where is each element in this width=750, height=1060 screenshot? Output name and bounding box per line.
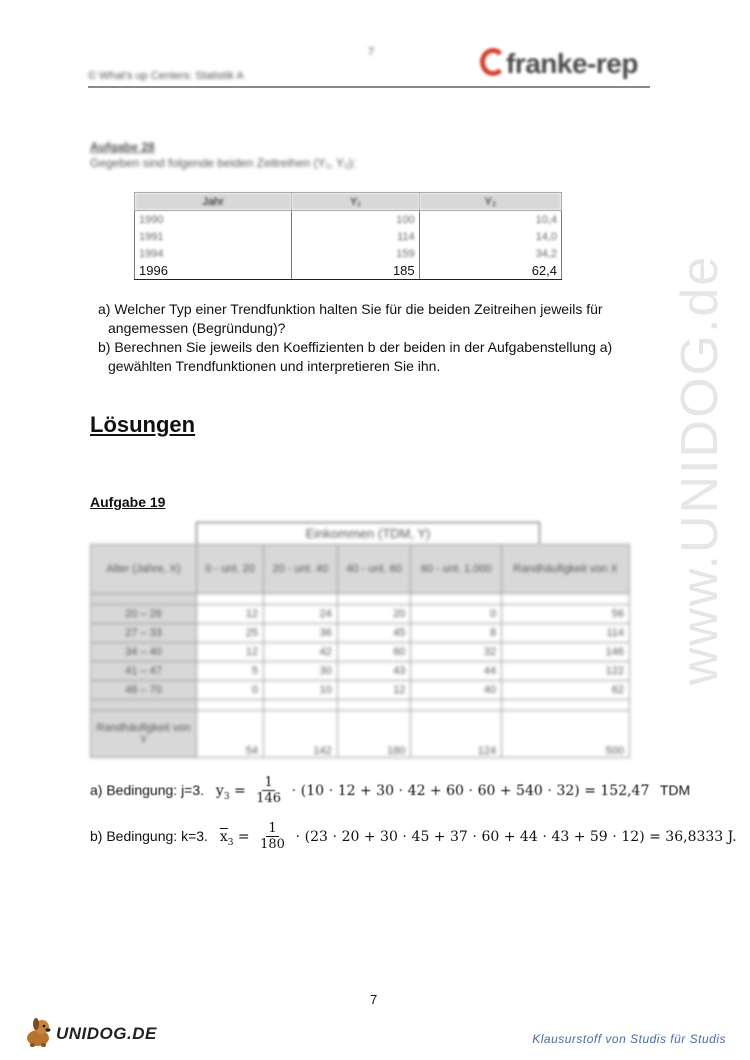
cell: 0 bbox=[411, 605, 502, 624]
solutions-heading: Lösungen bbox=[90, 412, 196, 437]
formula-a-prefix: a) Bedingung: j=3. bbox=[90, 782, 205, 798]
row-header-age: Alter (Jahre, X) bbox=[91, 545, 197, 594]
footer-tagline: Klausurstoff von Studis für Studis bbox=[532, 1032, 726, 1046]
watermark: www.UNIDOG.de bbox=[671, 254, 729, 686]
formula-b-fraction: $\frac{1}{180}$ bbox=[260, 821, 285, 852]
column-header: 0 - unt. 20 bbox=[197, 545, 264, 594]
question-b-line1: b) Berechnen Sie jeweils den Koeffizienten b der beiden in der Aufgabenstellung a) bbox=[98, 339, 613, 355]
unidog-brand-text: UNIDOG.DE bbox=[56, 1024, 157, 1043]
cell: 20 bbox=[337, 605, 411, 624]
table-row bbox=[135, 211, 562, 229]
task28-table bbox=[134, 192, 562, 280]
column-header: Randhäufigkeit von X bbox=[502, 545, 630, 594]
table-row bbox=[91, 681, 630, 700]
column-header: Jahr bbox=[135, 193, 292, 211]
cell-y1: 100 bbox=[292, 211, 419, 229]
task28-intro: Gegeben sind folgende beiden Zeitreihen (Y₁, Y₂): bbox=[90, 156, 356, 170]
table-row bbox=[135, 262, 562, 280]
dog-icon bbox=[24, 1016, 54, 1048]
cell-y2: 10,4 bbox=[419, 211, 561, 229]
cell: 12 bbox=[197, 643, 264, 662]
cell: 32 bbox=[411, 643, 502, 662]
income-super-header: Einkommen (TDM, Y) bbox=[196, 522, 540, 545]
cell: 40 bbox=[411, 681, 502, 700]
age-class: 34 – 40 bbox=[91, 643, 197, 662]
column-header: 20 - unt. 40 bbox=[263, 545, 337, 594]
formula-a-variable: $y_3$ bbox=[215, 783, 230, 802]
cell: 62 bbox=[502, 681, 630, 700]
cell: 500 bbox=[502, 711, 630, 758]
footer-page-number: 7 bbox=[370, 992, 378, 1007]
task19-title: Aufgabe 19 bbox=[90, 494, 166, 510]
column-header: 60 - unt. 1.000 bbox=[411, 545, 502, 594]
cell: 24 bbox=[263, 605, 337, 624]
cell: 5 bbox=[197, 662, 264, 681]
cell: 122 bbox=[502, 662, 630, 681]
table-row bbox=[91, 662, 630, 681]
cell-year: 1990 bbox=[135, 211, 292, 229]
cell: 25 bbox=[197, 624, 264, 643]
header-source-text: © What's up Centers: Statistik A bbox=[88, 70, 244, 82]
task28-questions bbox=[98, 300, 668, 376]
column-header: 40 - unt. 60 bbox=[337, 545, 411, 594]
table-row bbox=[91, 605, 630, 624]
cell: 142 bbox=[263, 711, 337, 758]
formula-b: b) Bedingung: k=3. $\overline{x}_3$ = $\frac{1}{180}$ ⋅ (23 ⋅ 20 + 30 ⋅ 45 + 37 ⋅ 60 + 44 ⋅ 43 + 59 ⋅ 12) = 36,8333 J. bbox=[90, 821, 737, 852]
cell: 36 bbox=[263, 624, 337, 643]
question-a-line2: angemessen (Begründung)? bbox=[108, 320, 286, 336]
cell: 124 bbox=[411, 711, 502, 758]
cell-y1: 159 bbox=[292, 245, 419, 262]
age-class: 20 – 26 bbox=[91, 605, 197, 624]
cell: 43 bbox=[337, 662, 411, 681]
cell: 10 bbox=[263, 681, 337, 700]
cell-year: 1994 bbox=[135, 245, 292, 262]
formula-a-unit: TDM bbox=[659, 782, 691, 798]
cell: 12 bbox=[337, 681, 411, 700]
marginal-y-label: Randhäufigkeit von Y bbox=[91, 711, 197, 758]
column-header: Y₂ bbox=[419, 193, 561, 211]
cell: 30 bbox=[263, 662, 337, 681]
cell: 12 bbox=[197, 605, 264, 624]
cell: 42 bbox=[263, 643, 337, 662]
cell-y1: 185 bbox=[292, 262, 419, 280]
table-row bbox=[91, 624, 630, 643]
unidog-logo bbox=[24, 1014, 164, 1050]
formula-a-expression: ⋅ (10 ⋅ 12 + 30 ⋅ 42 + 60 ⋅ 60 + 540 ⋅ 32) = 152,47 bbox=[291, 783, 650, 799]
table-footer-row bbox=[91, 711, 630, 758]
cell: 180 bbox=[337, 711, 411, 758]
table-row bbox=[91, 643, 630, 662]
cell-y2: 62,4 bbox=[419, 262, 561, 280]
logo-swoosh-icon bbox=[480, 48, 506, 76]
cell-y2: 34,2 bbox=[419, 245, 561, 262]
column-header: Y₁ bbox=[292, 193, 419, 211]
table-row bbox=[135, 245, 562, 262]
formula-a: a) Bedingung: j=3. $y_3$ = $\frac{1}{146}$ ⋅ (10 ⋅ 12 + 30 ⋅ 42 + 60 ⋅ 60 + 540 ⋅ 32) = 152,47 TDM bbox=[90, 775, 691, 806]
franke-rep-logo bbox=[480, 44, 655, 88]
cell: 60 bbox=[337, 643, 411, 662]
age-class: 41 – 47 bbox=[91, 662, 197, 681]
logo-text: franke-rep bbox=[506, 48, 638, 79]
cell-y1: 114 bbox=[292, 228, 419, 245]
task19-table bbox=[90, 544, 630, 758]
age-class: 27 – 33 bbox=[91, 624, 197, 643]
table-row bbox=[135, 228, 562, 245]
cell: 44 bbox=[411, 662, 502, 681]
cell-y2: 14,0 bbox=[419, 228, 561, 245]
cell: 0 bbox=[197, 681, 264, 700]
formula-a-fraction: $\frac{1}{146}$ bbox=[256, 775, 282, 806]
cell: 45 bbox=[337, 624, 411, 643]
cell: 8 bbox=[411, 624, 502, 643]
cell: 146 bbox=[502, 643, 630, 662]
question-b-line2: gewählten Trendfunktionen und interpretieren Sie ihn. bbox=[108, 358, 441, 374]
formula-b-expression: ⋅ (23 ⋅ 20 + 30 ⋅ 45 + 37 ⋅ 60 + 44 ⋅ 43 + 59 ⋅ 12) = 36,8333 J. bbox=[295, 829, 737, 845]
formula-b-prefix: b) Bedingung: k=3. bbox=[90, 828, 208, 844]
cell: 56 bbox=[502, 605, 630, 624]
cell-year: 1996 bbox=[135, 262, 292, 280]
question-a-line1: a) Welcher Typ einer Trendfunktion halten Sie für die beiden Zeitreihen jeweils für bbox=[98, 301, 603, 317]
cell-year: 1991 bbox=[135, 228, 292, 245]
cell: 54 bbox=[197, 711, 264, 758]
cell: 114 bbox=[502, 624, 630, 643]
age-class: 48 – 70 bbox=[91, 681, 197, 700]
formula-b-variable: $\overline{x}_3$ bbox=[219, 829, 234, 848]
task28-title: Aufgabe 28 bbox=[90, 140, 155, 154]
top-page-number: 7 bbox=[368, 46, 375, 58]
